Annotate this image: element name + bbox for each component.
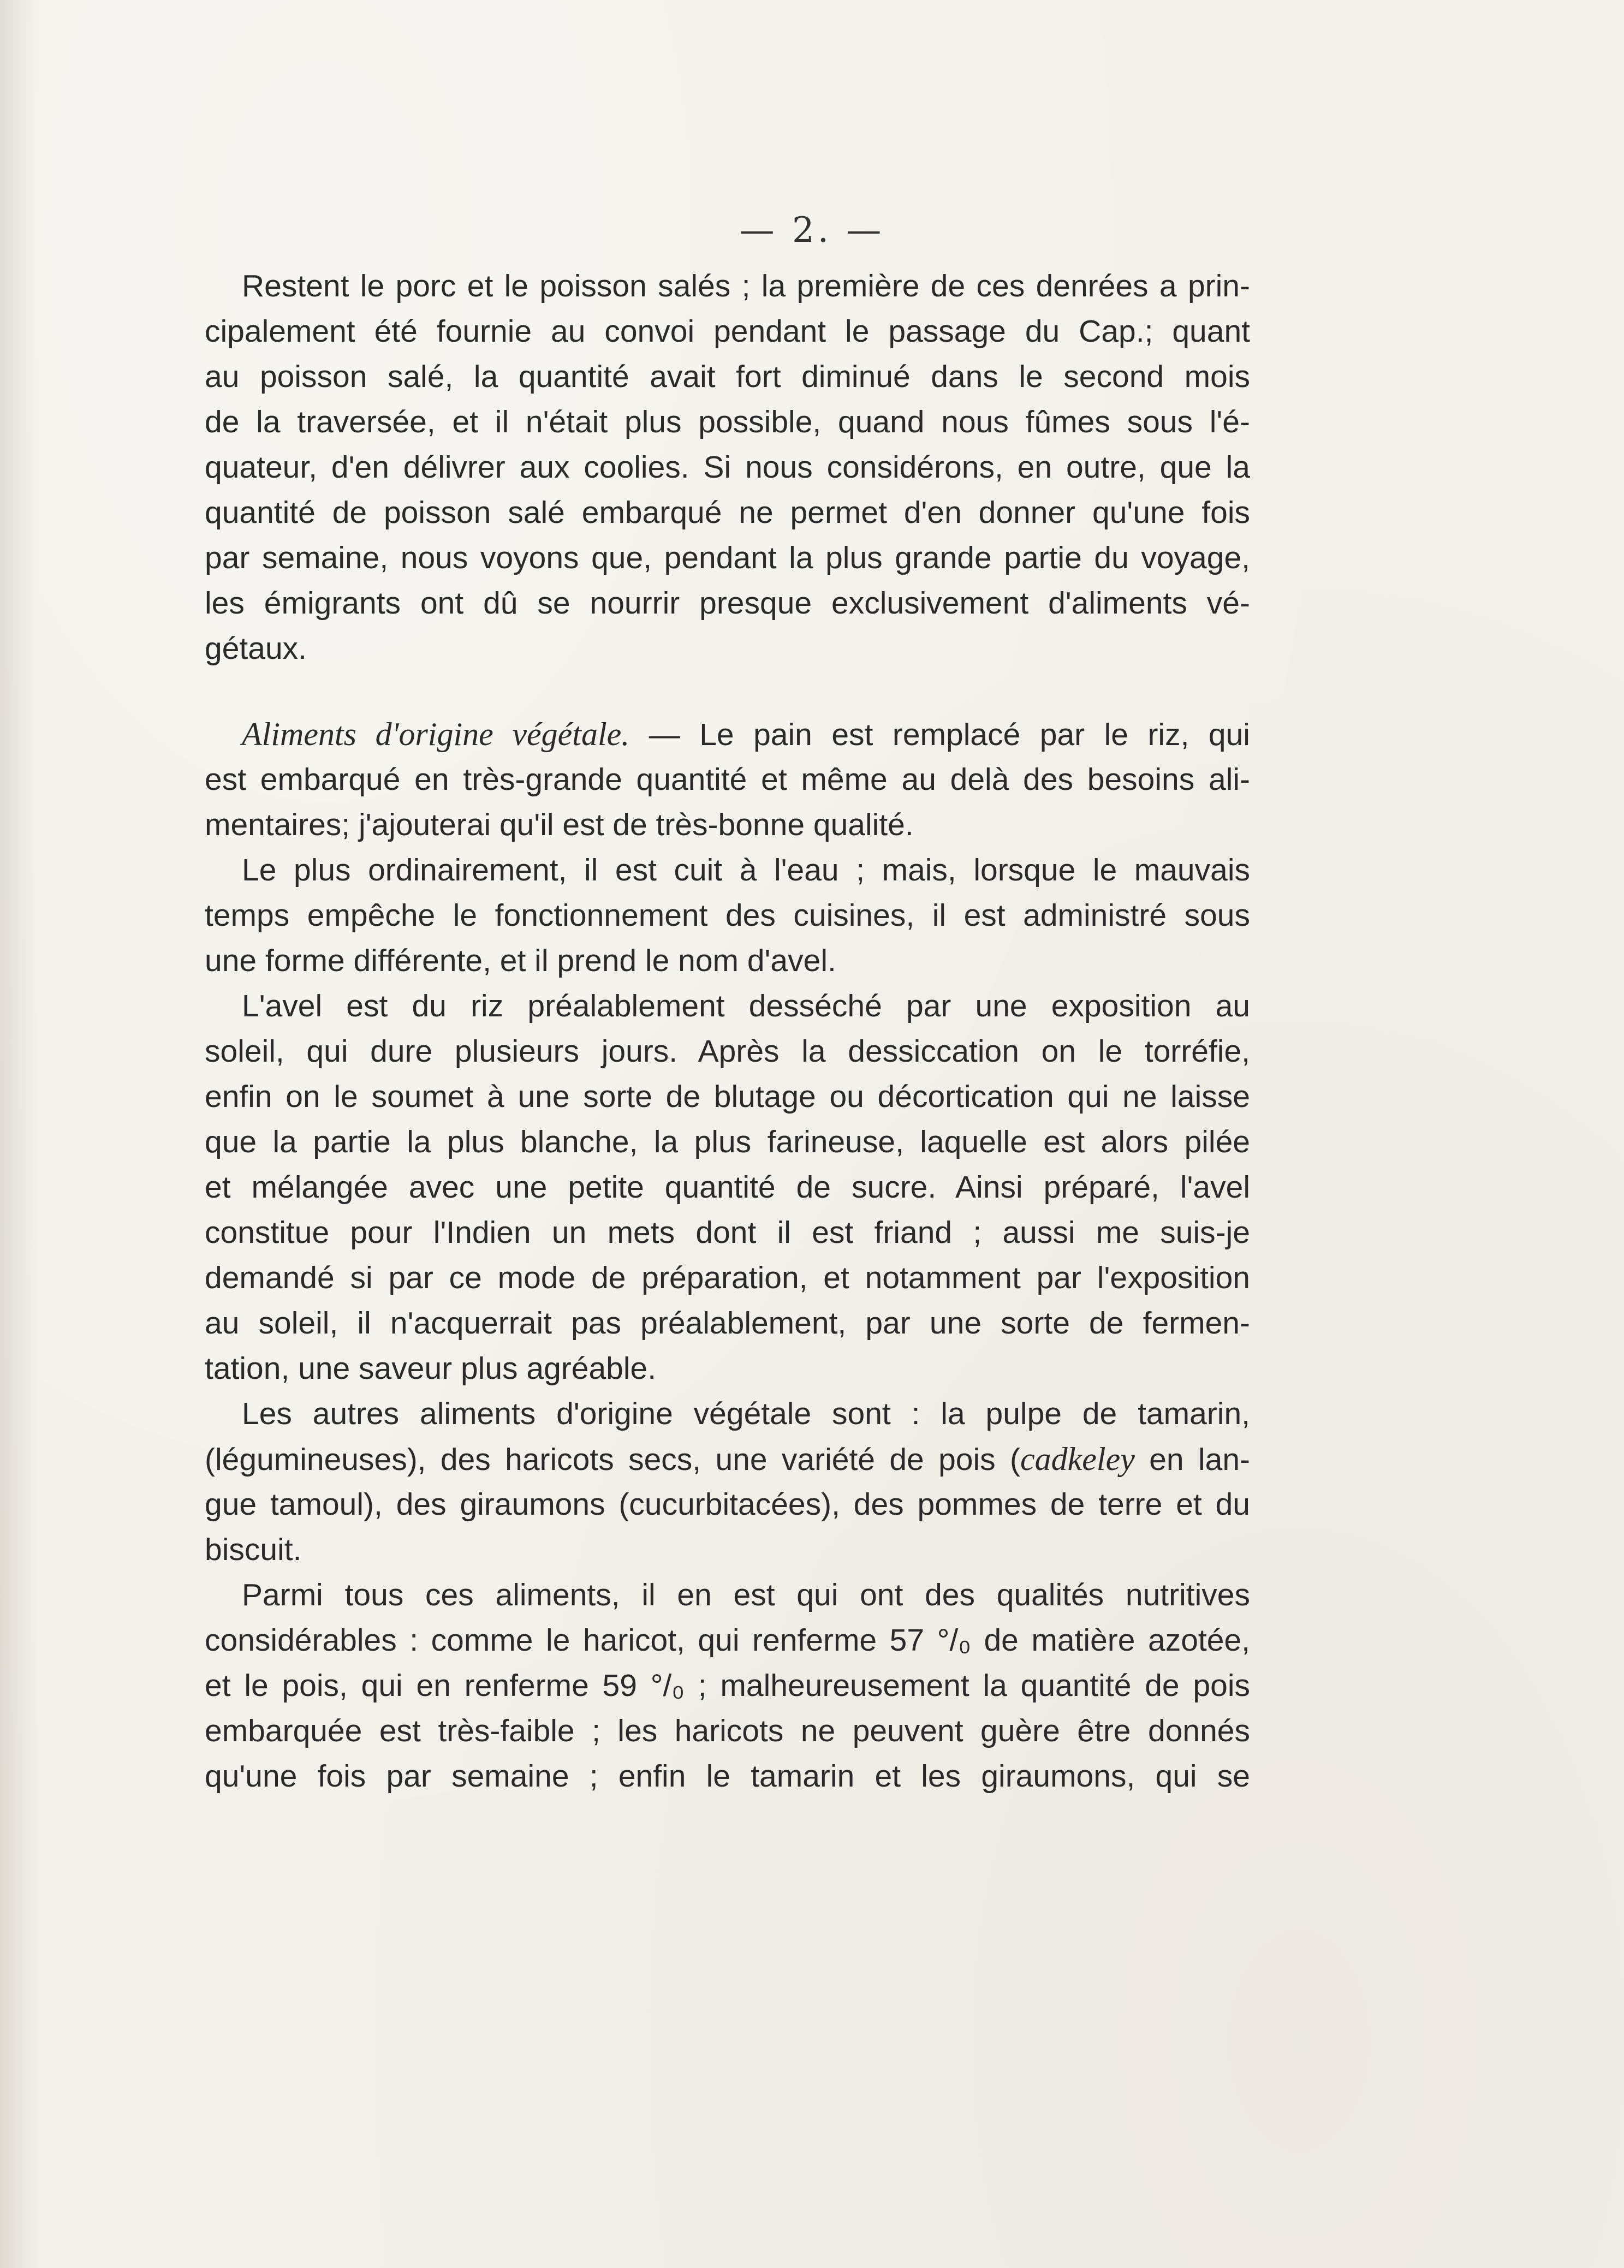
text-line: demandé si par ce mode de préparation, et notamment par l'exposition [205, 1260, 1250, 1295]
text-line: gue tamoul), des giraumons (cucurbitacées), des pommes de terre et du [205, 1487, 1250, 1522]
text-line: de la traversée, et il n'était plus possible, quand nous fûmes sous l'é- [205, 404, 1250, 439]
body-text [205, 264, 1250, 1799]
text-line: temps empêche le fonctionnement des cuisines, il est administré sous [205, 898, 1250, 933]
text-line: est embarqué en très-grande quantité et même au delà des besoins ali- [205, 762, 1250, 797]
text-line: au poisson salé, la quantité avait fort diminué dans le second mois [205, 359, 1250, 394]
text-line: L'avel est du riz préalablement desséché par une exposition au [242, 989, 1250, 1023]
text-line: embarquée est très-faible ; les haricots ne peuvent guère être donnés [205, 1713, 1250, 1748]
line-part: en lan- [1134, 1442, 1251, 1477]
text-line [205, 712, 1250, 757]
text-line: Les autres aliments d'origine végétale sont : la pulpe de tamarin, [242, 1396, 1250, 1431]
paragraph-3 [205, 848, 1250, 984]
text-line: mentaires; j'ajouterai qu'il est de très-bonne qualité. [205, 807, 914, 842]
text-line: Le plus ordinairement, il est cuit à l'eau ; mais, lorsque le mauvais [242, 853, 1250, 888]
text-line: qu'une fois par semaine ; enfin le tamarin et les giraumons, qui se [205, 1759, 1250, 1794]
text-line: tation, une saveur plus agréable. [205, 1351, 657, 1386]
page-edge-shadow [0, 0, 38, 2268]
page-number: — 2. — [739, 210, 885, 251]
text-line: biscuit. [205, 1532, 302, 1567]
text-line: soleil, qui dure plusieurs jours. Après la dessiccation on le torréfie, [205, 1034, 1250, 1069]
text-line: au soleil, il n'acquerrait pas préalablement, par une sorte de fermen- [205, 1306, 1250, 1341]
heading-continuation: — Le pain est remplacé par le riz, qui [629, 717, 1250, 752]
text-line: que la partie la plus blanche, la plus farineuse, laquelle est alors pilée [205, 1124, 1250, 1159]
text-line: Restent le porc et le poisson salés ; la première de ces denrées a prin- [242, 269, 1250, 303]
paragraph-6 [205, 1573, 1250, 1799]
paragraph-2 [205, 712, 1250, 848]
italic-term: cadkeley [1020, 1441, 1135, 1477]
paragraph-4 [205, 984, 1250, 1391]
text-line: les émigrants ont dû se nourrir presque exclusivement d'aliments vé- [205, 586, 1250, 621]
text-line: cipalement été fournie au convoi pendant le passage du Cap.; quant [205, 314, 1250, 349]
line-part: (légumineuses), des haricots secs, une variété de pois ( [205, 1442, 1021, 1477]
text-line: quateur, d'en délivrer aux coolies. Si nous considérons, en outre, que la [205, 450, 1250, 485]
text-line: gétaux. [205, 631, 307, 666]
text-line: quantité de poisson salé embarqué ne permet d'en donner qu'une fois [205, 495, 1250, 530]
text-line: constitue pour l'Indien un mets dont il est friand ; aussi me suis-je [205, 1215, 1250, 1250]
paragraph-gap [205, 671, 1250, 712]
text-line: une forme différente, et il prend le nom d'avel. [205, 943, 836, 978]
section-heading: Aliments d'origine végétale. [242, 716, 630, 752]
text-line: Parmi tous ces aliments, il en est qui ont des qualités nutritives [242, 1578, 1250, 1612]
text-line: et le pois, qui en renferme 59 °/₀ ; malheureusement la quantité de pois [205, 1668, 1250, 1703]
text-line: enfin on le soumet à une sorte de blutage ou décortication qui ne laisse [205, 1079, 1250, 1114]
paragraph-5 [205, 1391, 1250, 1573]
paragraph-1 [205, 264, 1250, 671]
text-line: par semaine, nous voyons que, pendant la plus grande partie du voyage, [205, 540, 1250, 575]
text-line [205, 1437, 1250, 1482]
text-line: et mélangée avec une petite quantité de sucre. Ainsi préparé, l'avel [205, 1170, 1250, 1205]
text-line: considérables : comme le haricot, qui renferme 57 °/₀ de matière azotée, [205, 1623, 1250, 1658]
